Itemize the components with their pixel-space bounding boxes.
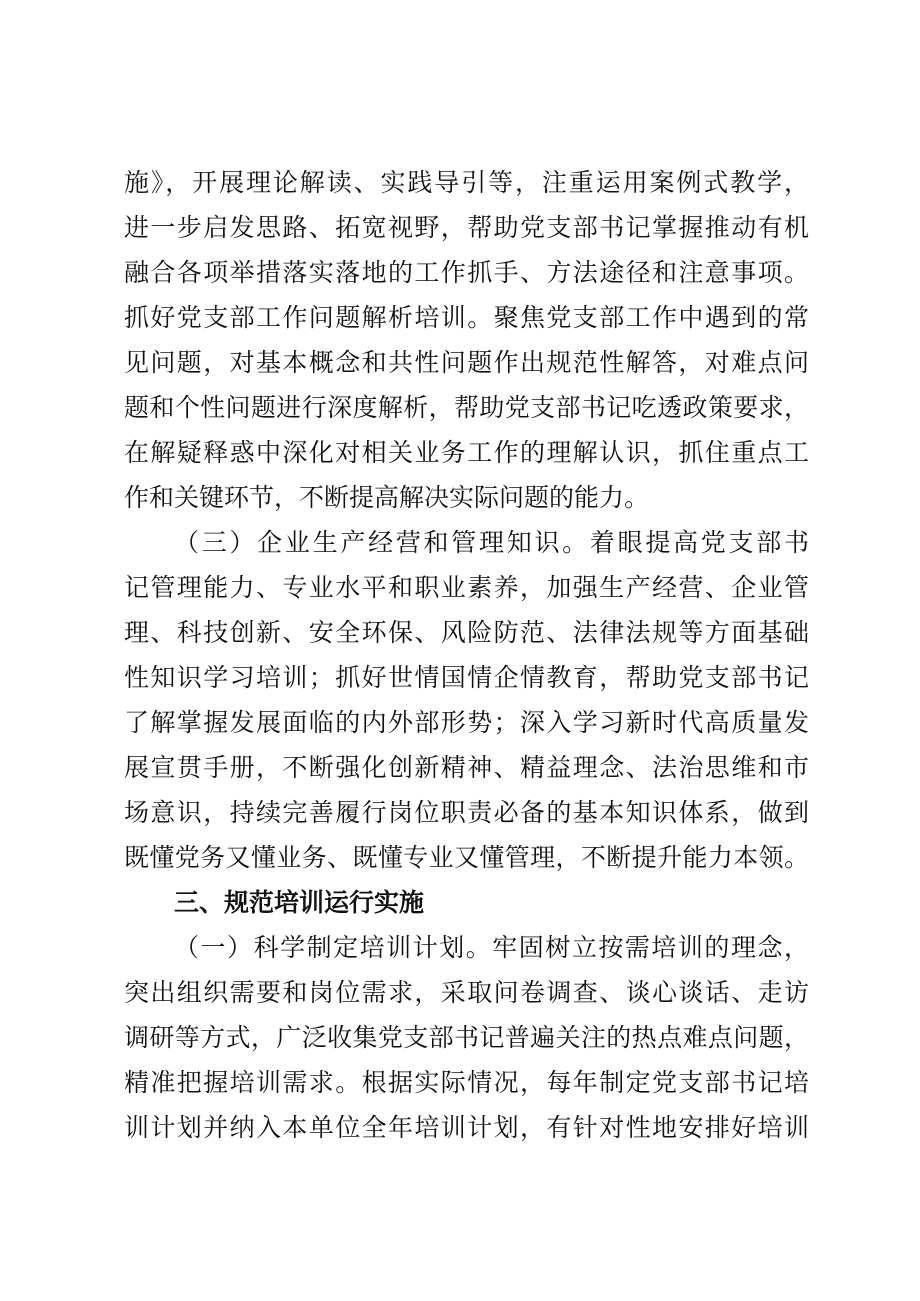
text-line: （一）科学制定培训计划。牢固树立按需培训的理念， xyxy=(174,933,809,962)
text-line: 融合各项举措落实落地的工作抓手、方法途径和注意事项。 xyxy=(124,258,809,287)
text-line: 见问题，对基本概念和共性问题作出规范性解答，对难点问 xyxy=(124,348,809,377)
text-line: 训计划并纳入本单位全年培训计划，有针对性地安排好培训 xyxy=(124,1113,809,1142)
section-heading: 三、规范培训运行实施 xyxy=(174,888,425,917)
text-line: 作和关键环节，不断提高解决实际问题的能力。 xyxy=(124,483,650,512)
text-line: 场意识，持续完善履行岗位职责必备的基本知识体系，做到 xyxy=(124,798,809,827)
text-line: 既懂党务又懂业务、既懂专业又懂管理，不断提升能力本领。 xyxy=(124,843,809,872)
text-line: 进一步启发思路、拓宽视野，帮助党支部书记掌握推动有机 xyxy=(124,213,809,242)
text-line: 记管理能力、专业水平和职业素养，加强生产经营、企业管 xyxy=(124,573,809,602)
text-line: 展宣贯手册，不断强化创新精神、精益理念、法治思维和市 xyxy=(124,753,809,782)
text-line: 理、科技创新、安全环保、风险防范、法律法规等方面基础 xyxy=(124,618,809,647)
text-line: 精准把握培训需求。根据实际情况，每年制定党支部书记培 xyxy=(124,1068,809,1097)
text-line: 调研等方式，广泛收集党支部书记普遍关注的热点难点问题， xyxy=(124,1023,809,1052)
text-line: 抓好党支部工作问题解析培训。聚焦党支部工作中遇到的常 xyxy=(124,303,809,332)
text-line: 在解疑释惑中深化对相关业务工作的理解认识，抓住重点工 xyxy=(124,438,809,467)
text-line: 性知识学习培训；抓好世情国情企情教育，帮助党支部书记 xyxy=(124,663,809,692)
text-line: 施》，开展理论解读、实践导引等，注重运用案例式教学， xyxy=(124,168,809,197)
text-line: 突出组织需要和岗位需求，采取问卷调查、谈心谈话、走访 xyxy=(124,978,809,1007)
text-line: （三）企业生产经营和管理知识。着眼提高党支部书 xyxy=(174,528,809,557)
text-line: 题和个性问题进行深度解析，帮助党支部书记吃透政策要求， xyxy=(124,393,809,422)
text-line: 了解掌握发展面临的内外部形势；深入学习新时代高质量发 xyxy=(124,708,809,737)
